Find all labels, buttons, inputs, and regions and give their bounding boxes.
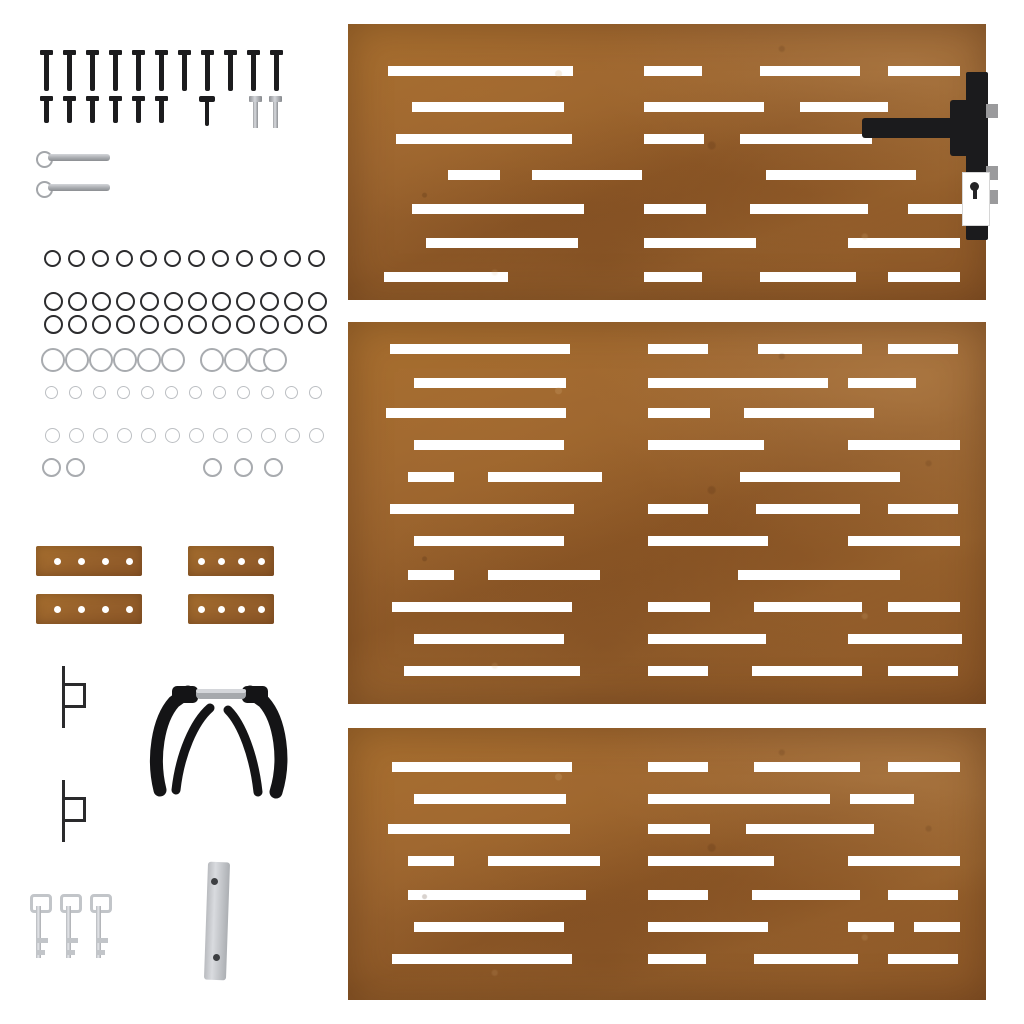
gate-panel-bottom bbox=[348, 728, 986, 1000]
bracket bbox=[188, 546, 274, 576]
handle-fitting-top bbox=[986, 104, 998, 118]
bracket bbox=[188, 594, 274, 624]
bracket bbox=[36, 546, 142, 576]
gate-panel-top bbox=[348, 24, 986, 300]
handle-lever-base bbox=[950, 100, 986, 156]
gate-panel-middle bbox=[348, 322, 986, 704]
bracket bbox=[36, 594, 142, 624]
